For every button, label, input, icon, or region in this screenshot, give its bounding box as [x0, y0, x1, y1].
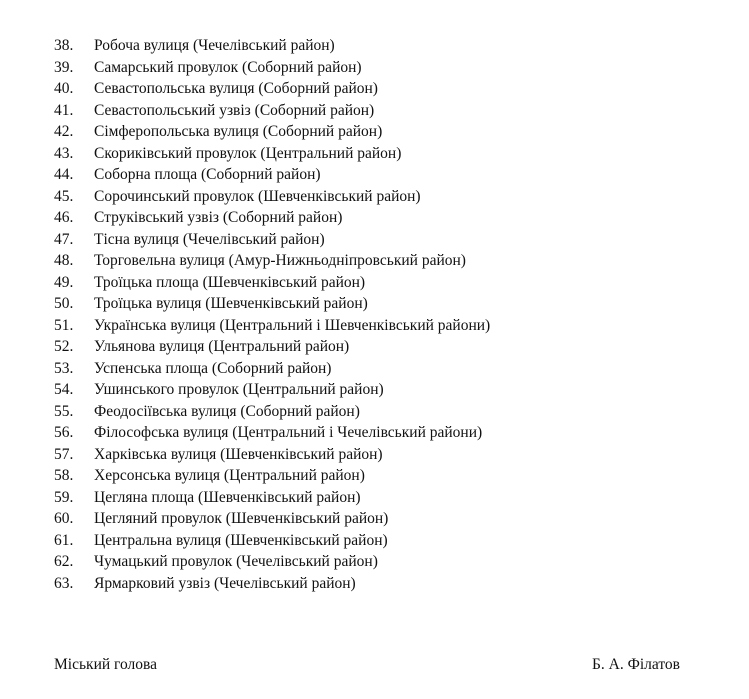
item-text: Херсонська вулиця (Центральний район)	[94, 467, 365, 484]
item-number: 57.	[54, 445, 74, 463]
list-item	[54, 250, 490, 272]
item-text: Струківський узвіз (Соборний район)	[94, 209, 343, 226]
list-item	[54, 358, 490, 380]
item-number: 48.	[54, 252, 74, 269]
item-text: Філософська вулиця (Центральний і Чечелівський райони)	[94, 424, 483, 441]
item-number: 63.	[54, 574, 74, 592]
item-text: Скориківський провулок (Центральний район)	[94, 144, 402, 162]
item-text: Українська вулиця (Центральний і Шевченківський райони)	[94, 316, 491, 334]
item-number: 54.	[54, 381, 74, 398]
list-item	[54, 401, 490, 423]
list-item	[54, 35, 490, 57]
list-item	[54, 272, 490, 294]
item-number: 55.	[54, 402, 74, 420]
signature-position: Міський голова	[54, 656, 158, 673]
item-number: 40.	[54, 80, 74, 97]
item-number: 50.	[54, 295, 74, 312]
item-text: Севастопольський узвіз (Соборний район)	[94, 101, 375, 119]
item-text: Троїцька площа (Шевченківський район)	[94, 273, 366, 291]
list-item	[54, 78, 490, 100]
item-text: Соборна площа (Соборний район)	[94, 166, 321, 183]
item-text: Цегляна площа (Шевченківський район)	[94, 488, 361, 506]
list-item	[54, 100, 490, 122]
list-item	[54, 186, 490, 208]
item-number: 46.	[54, 209, 74, 226]
signature-name: Б. А. Філатов	[592, 656, 680, 673]
list-item	[54, 487, 490, 509]
list-item	[54, 422, 490, 444]
list-item	[54, 57, 490, 79]
item-number: 47.	[54, 230, 74, 248]
item-text: Феодосіївська вулиця (Соборний район)	[94, 402, 360, 420]
item-number: 58.	[54, 467, 74, 484]
item-text: Сімферопольська вулиця (Соборний район)	[94, 123, 383, 140]
item-number: 42.	[54, 123, 74, 140]
item-text: Успенська площа (Соборний район)	[94, 359, 332, 377]
item-text: Харківська вулиця (Шевченківський район)	[94, 445, 383, 463]
item-number: 52.	[54, 338, 74, 355]
item-text: Торговельна вулиця (Амур-Нижньодніпровський район)	[94, 252, 466, 269]
list-item	[54, 551, 490, 573]
list-item	[54, 444, 490, 466]
list-item	[54, 336, 490, 358]
list-item	[54, 315, 490, 337]
item-text: Центральна вулиця (Шевченківський район)	[94, 531, 388, 549]
item-text: Троїцька вулиця (Шевченківський район)	[94, 295, 368, 312]
item-text: Робоча вулиця (Чечелівський район)	[94, 37, 335, 54]
item-number: 44.	[54, 166, 74, 183]
item-number: 59.	[54, 488, 74, 506]
list-item	[54, 379, 490, 401]
item-number: 45.	[54, 187, 74, 205]
item-text: Сорочинський провулок (Шевченківський район)	[94, 187, 421, 205]
item-number: 43.	[54, 144, 74, 162]
list-item	[54, 508, 490, 530]
item-text: Самарський провулок (Соборний район)	[94, 58, 362, 76]
list-item	[54, 143, 490, 165]
list-item	[54, 229, 490, 251]
item-number: 53.	[54, 359, 74, 377]
item-number: 41.	[54, 101, 74, 119]
list-item	[54, 121, 490, 143]
list-item	[54, 293, 490, 315]
item-text: Ярмарковий узвіз (Чечелівський район)	[94, 574, 356, 592]
item-text: Цегляний провулок (Шевченківський район)	[94, 510, 389, 527]
item-number: 49.	[54, 273, 74, 291]
list-item	[54, 573, 490, 595]
street-list	[54, 35, 490, 594]
item-number: 62.	[54, 553, 74, 570]
item-number: 51.	[54, 316, 74, 334]
item-text: Тісна вулиця (Чечелівський район)	[94, 230, 325, 248]
item-number: 38.	[54, 37, 74, 54]
item-text: Севастопольська вулиця (Соборний район)	[94, 80, 378, 97]
item-text: Ульянова вулиця (Центральний район)	[94, 338, 350, 355]
item-number: 56.	[54, 424, 74, 441]
item-text: Ушинського провулок (Центральний район)	[94, 381, 384, 398]
item-number: 39.	[54, 58, 74, 76]
list-item	[54, 465, 490, 487]
item-number: 61.	[54, 531, 74, 549]
list-item	[54, 164, 490, 186]
list-item	[54, 207, 490, 229]
item-number: 60.	[54, 510, 74, 527]
item-text: Чумацький провулок (Чечелівський район)	[94, 553, 378, 570]
list-item	[54, 530, 490, 552]
